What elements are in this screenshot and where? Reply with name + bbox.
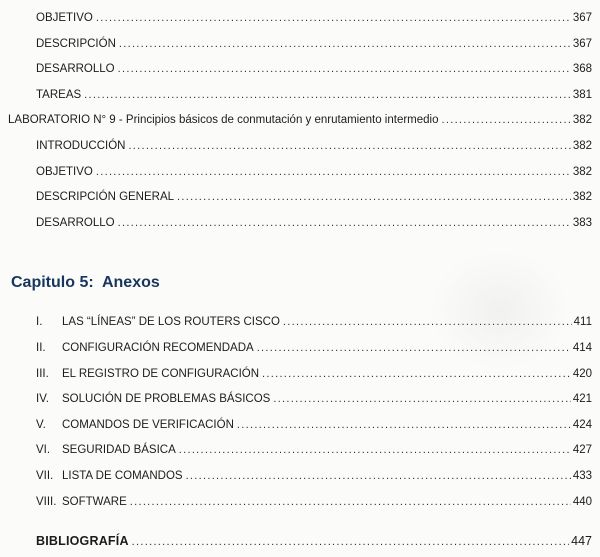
page-number: 382 — [572, 191, 592, 204]
toc-entry — [8, 83, 592, 109]
page-number: 367 — [572, 37, 592, 50]
toc-entry-numeral: VI. — [36, 444, 51, 457]
page-number: 424 — [572, 418, 592, 431]
toc-entry — [8, 387, 592, 413]
toc-entry-label: OBJETIVO — [36, 12, 93, 24]
toc-entry — [8, 413, 592, 439]
page-number: 411 — [573, 316, 592, 329]
toc-entry-label: BIBLIOGRAFÍA — [36, 534, 129, 549]
toc-entry — [8, 310, 592, 336]
toc-entry — [8, 185, 592, 211]
toc-section-annexes — [8, 310, 592, 515]
dot-leader — [237, 413, 571, 439]
dot-leader — [273, 387, 570, 413]
dot-leader — [84, 83, 571, 109]
toc-entry-label: COMANDOS DE VERIFICACIÓN — [62, 418, 234, 431]
dot-leader — [257, 336, 571, 362]
dot-leader — [96, 6, 571, 32]
toc-entry-numeral: IV. — [36, 393, 50, 406]
dot-leader — [130, 490, 571, 516]
page-number: 427 — [572, 444, 592, 457]
toc-entry-label: TAREAS — [36, 88, 82, 101]
toc-entry-label: DESCRIPCIÓN GENERAL — [36, 191, 175, 204]
page-number: 383 — [572, 216, 592, 229]
toc-entry-numeral: VIII. — [36, 495, 57, 508]
toc-entry — [8, 134, 592, 160]
toc-entry-label: SOLUCIÓN DE PROBLEMAS BÁSICOS — [62, 393, 271, 406]
toc-entry-numeral: VII. — [36, 469, 54, 482]
toc-entry — [8, 32, 592, 58]
dot-leader — [96, 160, 571, 186]
toc-entry-bibliografia — [8, 529, 592, 555]
toc-entry — [8, 6, 592, 32]
toc-entry-numeral: III. — [36, 367, 49, 380]
page-number: 382 — [572, 139, 592, 152]
toc-entry — [8, 211, 592, 237]
dot-leader — [177, 185, 571, 211]
toc-entry-label: SOFTWARE — [62, 495, 127, 508]
toc-entry-numeral: V. — [36, 418, 46, 431]
dot-leader — [118, 57, 571, 83]
toc-entry-numeral: I. — [36, 316, 43, 329]
toc-entry — [8, 490, 592, 516]
toc-entry — [8, 464, 592, 490]
page-number: 447 — [571, 534, 592, 549]
toc-entry-label: LABORATORIO N° 9 - Principios básicos de conmutación y enrutamiento intermedio — [8, 114, 439, 127]
toc-entry-laboratorio-9 — [8, 108, 592, 134]
page-number: 433 — [572, 469, 592, 482]
page-number: 382 — [572, 165, 592, 178]
toc-entry-label: CONFIGURACIÓN RECOMENDADA — [62, 341, 254, 354]
page-number: 368 — [572, 63, 592, 76]
toc-entry-label: LAS “LÍNEAS” DE LOS ROUTERS CISCO — [62, 316, 280, 329]
dot-leader — [119, 32, 571, 58]
toc-entry-label: EL REGISTRO DE CONFIGURACIÓN — [62, 367, 260, 380]
toc-section-labs — [8, 6, 592, 236]
page-number: 420 — [572, 367, 592, 380]
toc-entry — [8, 57, 592, 83]
toc-entry — [8, 160, 592, 186]
dot-leader — [118, 211, 571, 237]
dot-leader — [186, 464, 571, 490]
page-number: 382 — [572, 114, 592, 127]
dot-leader — [442, 108, 571, 134]
toc-entry — [8, 336, 592, 362]
toc-entry-label: DESARROLLO — [36, 216, 115, 229]
dot-leader — [179, 438, 571, 464]
toc-entry-label: DESARROLLO — [36, 63, 115, 76]
page-number: 440 — [572, 495, 592, 508]
toc-entry — [8, 438, 592, 464]
toc-entry-numeral: II. — [36, 341, 46, 354]
toc-entry-label: LISTA DE COMANDOS — [62, 469, 183, 482]
dot-leader — [128, 134, 570, 160]
toc-entry-label: DESCRIPCIÓN — [36, 37, 116, 50]
toc-entry-label: OBJETIVO — [36, 165, 93, 178]
page-number: 421 — [572, 393, 592, 406]
page-number: 381 — [572, 88, 592, 101]
page-number: 414 — [572, 341, 592, 354]
dot-leader — [132, 529, 569, 556]
toc-entry-label: SEGURIDAD BÁSICA — [62, 444, 176, 457]
toc-entry — [8, 362, 592, 388]
toc-entry-label: INTRODUCCIÓN — [36, 139, 126, 152]
page-number: 367 — [572, 12, 592, 24]
dot-leader — [283, 310, 572, 336]
dot-leader — [262, 362, 571, 388]
chapter-heading: Capitulo 5: Anexos — [11, 274, 160, 292]
